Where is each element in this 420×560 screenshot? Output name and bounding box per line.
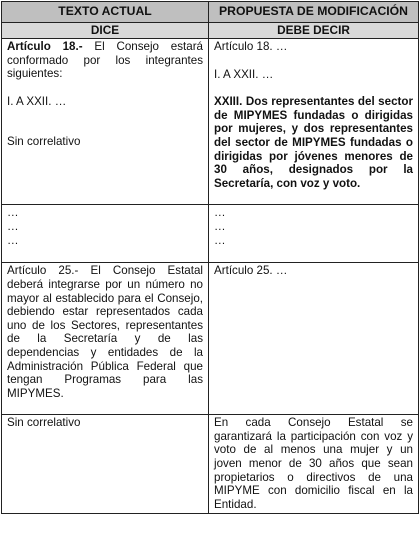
subheader-debe-decir: DEBE DECIR (209, 23, 419, 39)
article-18-proposal-fraction-xxiii: XXIII. Dos representantes del sector de MIPYMES fundadas o dirigidas por mujeres, y dos representantes del sector de MIPYMES fundadas o dirigidas por jóvenes menores de 30 años, designados por la Secretaría, con voz y voto. (214, 95, 413, 190)
cell-proposal-article-18 (209, 39, 419, 205)
cell-current-article-18 (2, 39, 209, 205)
comparison-table (1, 1, 419, 514)
article-18-current-intro (7, 40, 203, 81)
article-18-proposal-title: Artículo 18. … (214, 40, 288, 53)
cell-current-article-25 (2, 263, 209, 415)
article-18-current-range: I. A XXII. … (7, 94, 67, 108)
ellipsis-line: … (7, 220, 19, 234)
article-18-current-title: Artículo 18.- (7, 40, 83, 53)
header-row (2, 2, 419, 23)
cell-proposal-article-25 (209, 263, 419, 415)
cell-current-ellipsis (2, 205, 209, 263)
subheader-dice: DICE (2, 23, 209, 39)
cell-proposal-new-paragraph (209, 415, 419, 514)
ellipsis-line: … (7, 234, 19, 248)
cell-proposal-ellipsis (209, 205, 419, 263)
row-new-paragraph (2, 415, 419, 514)
ellipsis-line: … (214, 220, 226, 234)
article-25-current-text: Artículo 25.- El Consejo Estatal deberá integrarse por un número no mayor al establecido para el Consejo, debiendo estar representados cada uno de los Sectores, representantes de la Secretaría y de las dependencias y entidades de la Administración Pública Federal que tengan Programas para las MIPYMES. (7, 264, 203, 400)
article-18-proposal-range: I. A XXII. … (214, 67, 274, 81)
article-25-proposal-text: Artículo 25. … (214, 264, 288, 278)
subheader-row (2, 23, 419, 39)
cell-current-new-paragraph (2, 415, 209, 514)
article-18-current-body: El Consejo estará conformado por los integrantes siguientes: (7, 40, 204, 81)
header-proposal: PROPUESTA DE MODIFICACIÓN (209, 2, 419, 23)
row-ellipsis (2, 205, 419, 263)
article-18-current-none: Sin correlativo (7, 135, 81, 149)
ellipsis-line: … (7, 206, 19, 220)
ellipsis-line: … (214, 234, 226, 248)
ellipsis-line: … (214, 206, 226, 220)
row-article-18 (2, 39, 419, 205)
new-paragraph-proposal-text: En cada Consejo Estatal se garantizará la participación con voz y voto de al menos una mujer y un joven menor de 30 años que sean propietarios o directivos de una MIPYME con domicilio fiscal en la Entidad. (214, 416, 413, 511)
header-current-text: TEXTO ACTUAL (2, 2, 209, 23)
new-paragraph-current-none: Sin correlativo (7, 416, 81, 430)
row-article-25 (2, 263, 419, 415)
